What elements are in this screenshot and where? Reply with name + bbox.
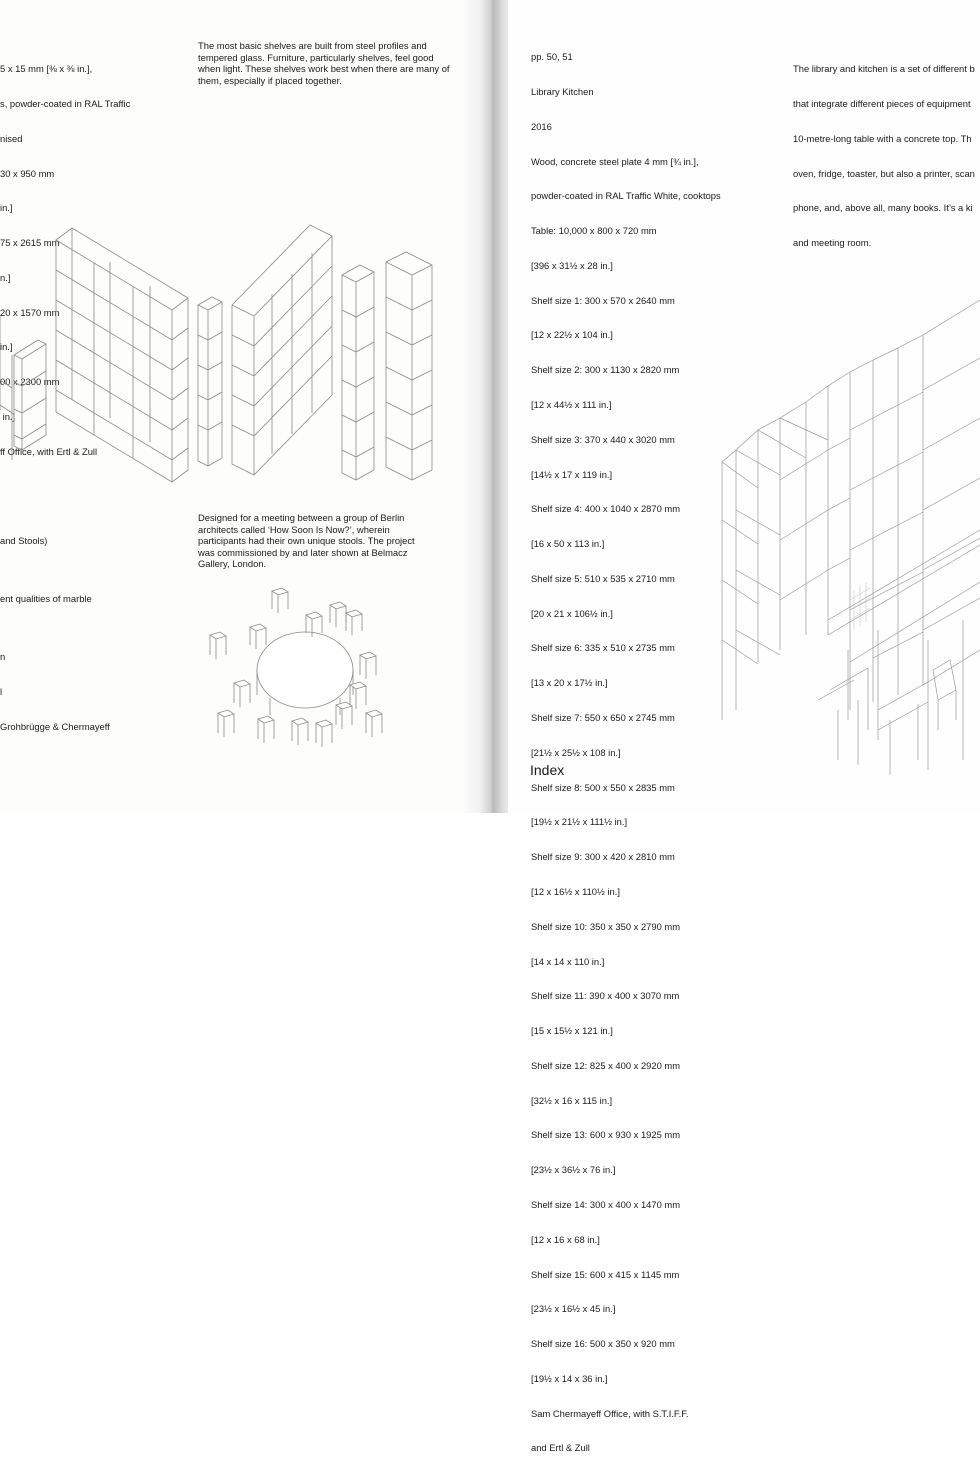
entry-line: [21½ x 25½ x 108 in.]: [531, 746, 621, 758]
entry-line: [15 x 15½ x 121 in.]: [531, 1025, 613, 1037]
entry-line: in.]: [0, 411, 16, 422]
entry-line: [19½ x 14 x 36 in.]: [531, 1372, 608, 1384]
entry-line: Shelf size 8: 500 x 550 x 2835 mm: [531, 781, 675, 793]
entry-line: Shelf size 16: 500 x 350 x 920 mm: [531, 1338, 675, 1350]
entry-line: and Stools): [0, 535, 48, 547]
project-title: Library Kitchen: [531, 85, 594, 97]
entry-line: powder-coated in RAL Traffic White, cooktops: [531, 190, 721, 202]
description-line: The library and kitchen is a set of different b: [793, 63, 975, 75]
entry-line: Shelf size 4: 400 x 1040 x 2870 mm: [531, 503, 681, 515]
entry-line: [16 x 50 x 113 in.]: [531, 538, 605, 550]
stools-description: Designed for a meeting between a group of Berlin architects called ‘How Soon Is Now?’, wherein participants had their own unique stools. The project was commissioned by and later shown at Belmacz Gallery, London.: [198, 512, 415, 570]
entry-line: Shelf size 13: 600 x 930 x 1925 mm: [531, 1129, 681, 1141]
stools-entry: [0, 512, 110, 755]
left-page: [0, 0, 492, 813]
entry-line: Shelf size 9: 300 x 420 x 2810 mm: [531, 851, 675, 863]
entry-line: 00 x 2300 mm: [0, 376, 60, 388]
entry-line: n: [0, 651, 6, 663]
description-line: oven, fridge, toaster, but also a printer, scan: [793, 167, 975, 179]
description-line: phone, and, above all, many books. It’s a ki: [793, 202, 973, 214]
entry-line: in.]: [0, 341, 13, 353]
description-line: and meeting room.: [793, 237, 872, 249]
entry-line: Wood, concrete steel plate 4 mm [¾ in.],: [531, 155, 699, 167]
shelves-illustration: [0, 220, 440, 480]
entry-line: Shelf size 15: 600 x 415 x 1145 mm: [531, 1268, 680, 1280]
page-reference: pp. 50, 51: [531, 51, 573, 63]
entry-line: Sam Chermayeff Office, with S.T.I.F.F.: [531, 1407, 689, 1419]
entry-line: [14½ x 17 x 119 in.]: [531, 468, 613, 480]
entry-line: in.]: [0, 202, 13, 214]
entry-line: n.]: [0, 271, 11, 283]
entry-line: [32½ x 16 x 115 in.]: [531, 1094, 613, 1106]
entry-line: [12 x 16½ x 110½ in.]: [531, 885, 620, 897]
entry-line: nised: [0, 132, 23, 144]
library-kitchen-description: [793, 40, 975, 272]
entry-line: Shelf size 2: 300 x 1130 x 2820 mm: [531, 364, 680, 376]
entry-line: Shelf size 11: 390 x 400 x 3070 mm: [531, 990, 680, 1002]
entry-line: and Ertl & Zull: [531, 1442, 590, 1454]
entry-line: 30 x 950 mm: [0, 167, 55, 179]
entry-line: Shelf size 3: 370 x 440 x 3020 mm: [531, 433, 675, 445]
table-stools-illustration: [200, 585, 400, 760]
entry-line: Shelf size 1: 300 x 570 x 2640 mm: [531, 294, 675, 306]
entry-line: s, powder-coated in RAL Traffic: [0, 97, 131, 109]
entry-line: Shelf size 14: 300 x 400 x 1470 mm: [531, 1198, 681, 1210]
entry-line: l: [0, 685, 3, 697]
entry-line: 75 x 2615 mm: [0, 237, 60, 249]
entry-line: ff Office, with Ertl & Zull: [0, 445, 98, 457]
project-year: 2016: [531, 120, 552, 132]
entry-line: Shelf size 12: 825 x 400 x 2920 mm: [531, 1059, 681, 1071]
entry-line: [20 x 21 x 106½ in.]: [531, 607, 613, 619]
entry-line: [23½ x 16½ x 45 in.]: [531, 1303, 616, 1315]
description-line: that integrate different pieces of equipment: [793, 97, 971, 109]
entry-line: Shelf size 10: 350 x 350 x 2790 mm: [531, 920, 681, 932]
entry-line: 20 x 1570 mm: [0, 306, 60, 318]
description-line: 10-metre-long table with a concrete top. Th: [793, 132, 972, 144]
entry-line: [396 x 31½ x 28 in.]: [531, 259, 613, 271]
library-kitchen-illustration: [718, 290, 980, 800]
entry-line: Table: 10,000 x 800 x 720 mm: [531, 225, 657, 237]
entry-line: [19½ x 21½ x 111½ in.]: [531, 816, 628, 828]
entry-line: Grohbrügge & Chermayeff: [0, 720, 110, 732]
entry-line: Shelf size 6: 335 x 510 x 2735 mm: [531, 642, 675, 654]
entry-line: [23½ x 36½ x 76 in.]: [531, 1164, 616, 1176]
entry-line: Shelf size 7: 550 x 650 x 2745 mm: [531, 712, 675, 724]
entry-line: [14 x 14 x 110 in.]: [531, 955, 605, 967]
entry-line: [12 x 44½ x 111 in.]: [531, 399, 612, 410]
entry-line: Shelf size 5: 510 x 535 x 2710 mm: [531, 572, 675, 584]
index-footer-label: Index: [530, 762, 565, 778]
entry-line: ent qualities of marble: [0, 593, 92, 605]
library-kitchen-entry: [531, 28, 721, 1477]
entry-line: [12 x 16 x 68 in.]: [531, 1233, 600, 1245]
shelves-description: The most basic shelves are built from steel profiles and tempered glass. Furniture, particularly shelves, feel good when light. These shelves work best when there are many of them, especially if placed together.: [198, 40, 450, 86]
entry-line: [13 x 20 x 17½ in.]: [531, 677, 608, 689]
entry-line: 5 x 15 mm [⅜ x ⅜ in.],: [0, 63, 93, 75]
entry-line: [12 x 22½ x 104 in.]: [531, 329, 613, 341]
